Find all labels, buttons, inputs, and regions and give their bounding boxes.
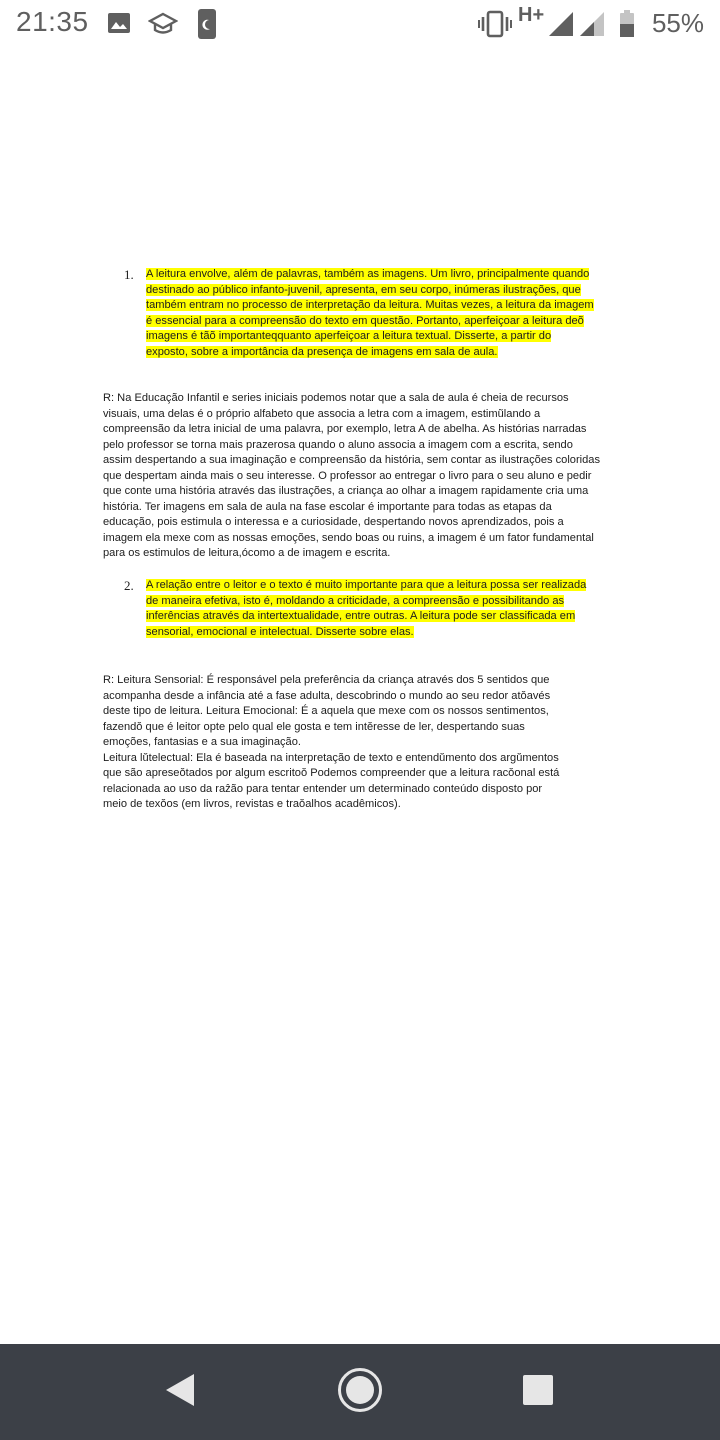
status-time: 21:35 [16,6,89,37]
text-line: sensorial, emocional e intelectual. Disserte sobre elas. [146,625,414,638]
text-line: destinado ao público infanto-juvenil, apresenta, em seu corpo, inúmeras ilustrações, que [146,283,581,296]
text-line: visuais, uma delas é o próprio alfabeto que associa a letra com a imagem, estimũlando a [103,407,541,420]
text-line: emoções, fantasias e a sua imaginação. [103,736,301,748]
battery-percent: 55% [651,8,704,38]
text-line: imagens é tãõ importanteqquanto aperfeiçoar a leitura textual. Disserte, a partir do [146,330,552,342]
text-line: deste tipo de leitura. Leitura Emocional: É a aquela que mexe com os nossos sentimentos, [103,705,549,717]
text-line: A leitura envolve, além de palavras, também as imagens. Um livro, principalmente quando [146,268,590,280]
text-line: R: Leitura Sensorial: É responsável pela preferência da criança através dos 5 sentidos que [103,674,550,686]
image-icon [107,12,131,39]
document-page[interactable] [0,48,720,1344]
night-mode-icon [197,8,217,45]
text-line: de maneira efetiva, isto é, moldando a criticidade, a compreensão e possibilitando as [146,594,565,607]
text-line: meio de texŏos (em livros, revistas e traŏalhos acadêmicos). [103,798,401,810]
text-line: também entram no processo de interpretação da leitura. Muitas vezes, a leitura da imagem [146,299,594,311]
vibrate-icon [478,10,512,43]
text-line: pelo professor se torna mais prazerosa quando o aluno associa a imagem com a escrita, sendo [103,438,573,451]
text-line: R: Na Educação Infantil e series iniciais podemos notar que a sala de aula é cheia de recursos [103,392,569,404]
home-button[interactable] [336,1368,384,1416]
text-line: é essencial para a compreensão do texto em questão. Portanto, aperfeiçoar a leitura deõ [146,314,584,327]
back-icon [164,1372,196,1413]
text-line: inferências através da intertextualidade, entre outras. A leitura pode ser classificada em [146,610,576,622]
text-line: fazendŏ que é leitor opte pelo qual ele gosta e tem intĕresse de ler, despertando suas [103,720,525,733]
text-line: relacionada ao uso da raẑão para tentar entender um determinado conteúdo disposto por [103,782,543,795]
signal-icon [549,12,573,41]
text-line: exposto, sobre a importância da presença de imagens em sala de aula. [146,345,498,358]
home-icon [337,1367,383,1418]
text-line: história. Ter imagens em sala de aula na fase escolar é importante para todas as etapas da [103,500,552,513]
answer-2 [103,673,619,813]
status-bar [0,0,720,48]
answer-1 [103,391,619,562]
back-button[interactable] [156,1368,204,1416]
text-line: para os estimulos de leitura,ócomo a de imagem e escrita. [103,547,391,559]
navigation-bar [0,1344,720,1440]
text-line: educação, pois estimula o interessa e a curiosidade, despertando novos aprendizados, pois a [103,516,564,528]
recents-icon [522,1374,554,1411]
text-line: imagem ela mexe com as nossas emoções, sendo boas ou ruins, a imagem é um fator fundamental [103,531,594,544]
text-line: que despertam ainda mais o seu interesse. O professor ao entregar o livro para o seu aluno e pedir [103,469,592,482]
signal-weak-icon [580,12,604,41]
question-number: 2. [124,578,134,593]
school-icon [148,12,178,41]
question-text [146,578,618,640]
text-line: compreensão da letra inicial de uma palavra, por exemplo, letra A de abelha. As histórias narradas [103,423,587,435]
recents-button[interactable] [514,1368,562,1416]
battery-icon [619,10,635,43]
text-line: que são apreseŏtados por algum escritoŏ Podemos compreender que a leitura racŏonal está [103,767,560,779]
network-type: H+ [518,4,545,26]
question-text [146,267,618,360]
question-number: 1. [124,267,134,282]
text-line: A relação entre o leitor e o texto é muito importante para que a leitura possa ser realizada [146,579,587,591]
text-line: acompanha desde a infância até a fase adulta, descobrindo o mundo ao seu redor atŏavés [103,689,551,702]
text-line: que conte uma história através das ilustrações, a criança ao olhar a imagem rapidamente cria uma [103,485,589,497]
text-line: assim despertando a sua imaginação e compreensão da história, sem contar as ilustrações coloridas [103,454,601,466]
text-line: Leitura lŭtelectual: Ela é baseada na interpretação de texto e entendŭmento dos argŭmentos [103,751,559,764]
